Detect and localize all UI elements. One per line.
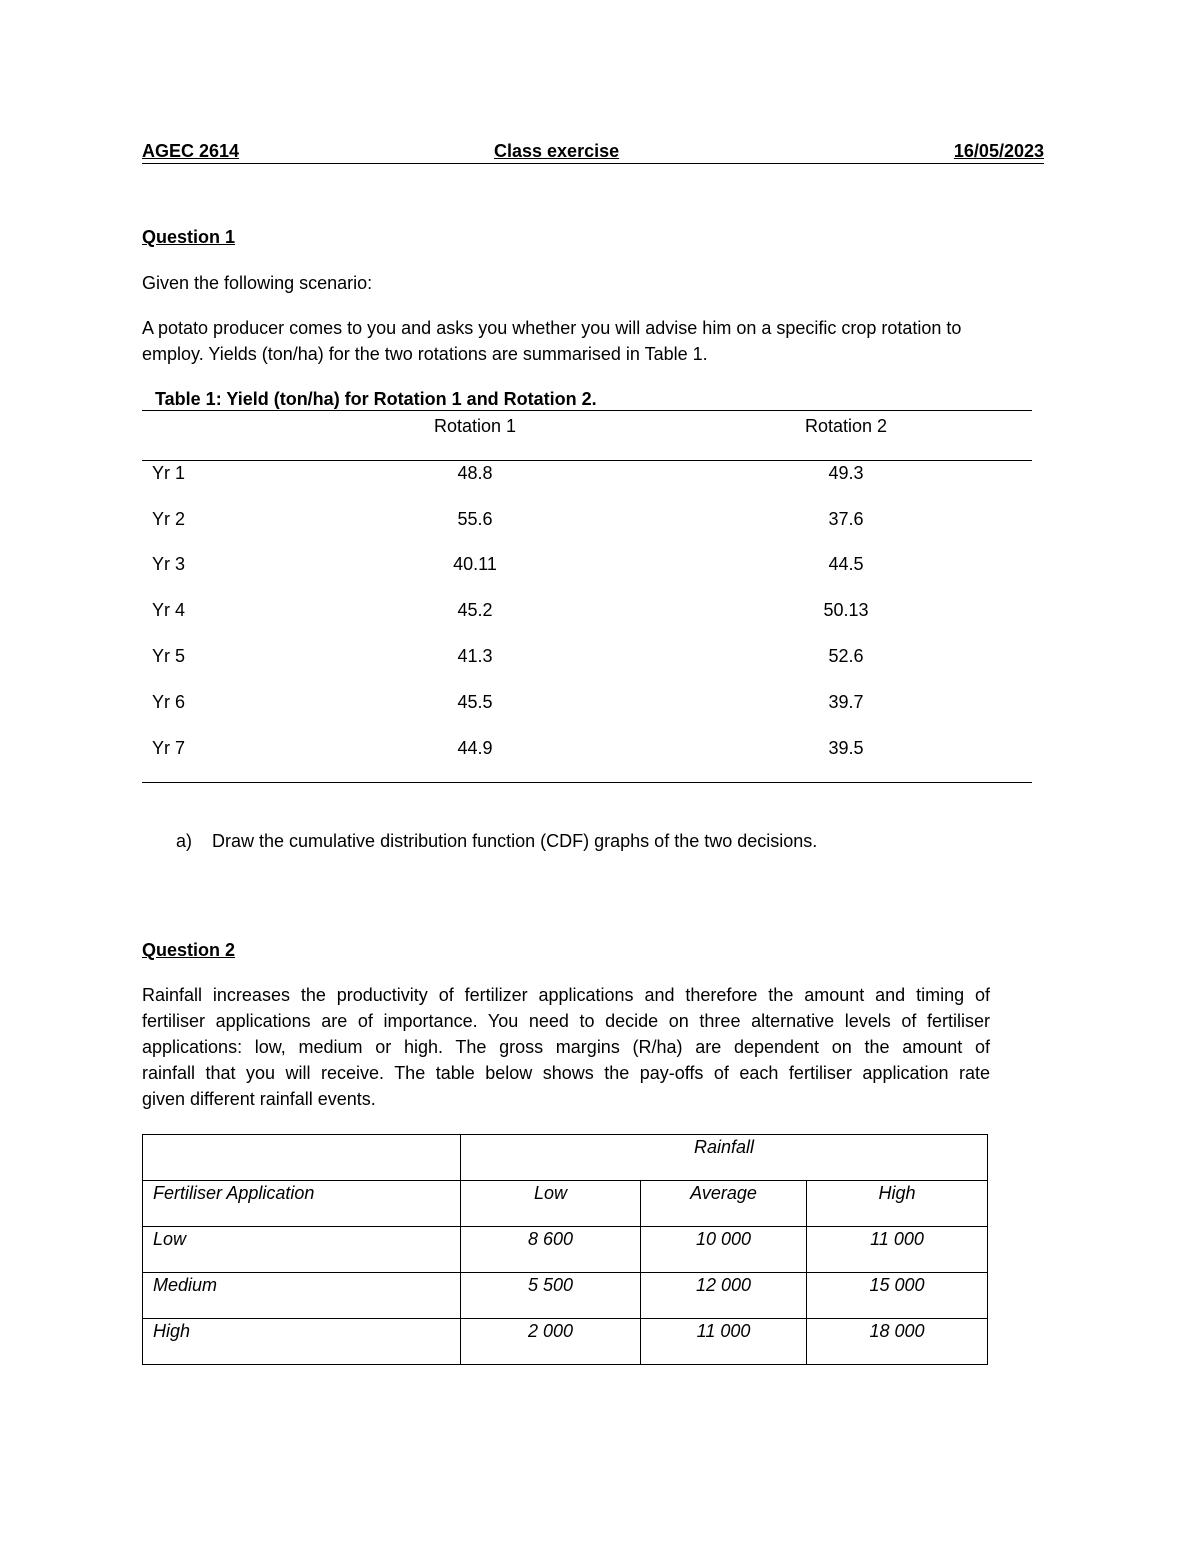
table-1-rotation-2-value: 52.6 [828, 646, 864, 666]
course-code: AGEC 2614 [142, 141, 240, 161]
payoff-value: 11 000 [870, 1229, 924, 1249]
value-cell [461, 1227, 641, 1273]
row-label: High [153, 1321, 191, 1341]
document-title: Class exercise [494, 141, 620, 161]
table-1-year: Yr 3 [152, 554, 186, 574]
question-2-line: Rainfall increases the productivity of fertilizer applications and therefore the amount and timing of [142, 985, 990, 1005]
question-1-scenario-line-2: employ. Yields (ton/ha) for the two rotations are summarised in Table 1. [142, 344, 708, 364]
payoff-value: 11 000 [696, 1321, 751, 1341]
table-row [143, 1227, 988, 1273]
table-1-rotation-1-value: 41.3 [457, 646, 493, 666]
question-2-line: applications: low, medium or high. The gross margins (R/ha) are dependent on the amount of [142, 1037, 990, 1057]
table-1-rotation-2-value: 39.5 [828, 738, 864, 758]
table-1-year: Yr 1 [152, 463, 186, 483]
payoff-value: 18 000 [869, 1321, 925, 1341]
table-1-year: Yr 2 [152, 509, 186, 529]
table-1-year: Yr 4 [152, 600, 186, 620]
row-label: Medium [153, 1275, 218, 1295]
table-1-rotation-2-value: 50.13 [823, 600, 869, 620]
payoff-value: 10 000 [695, 1229, 752, 1249]
value-cell [641, 1319, 807, 1365]
table-1-rotation-2-value: 44.5 [828, 554, 864, 574]
value-cell [641, 1273, 807, 1319]
question-2-line: rainfall that you will receive. The table below shows the pay-offs of each fertiliser application rate [142, 1063, 990, 1083]
row-label-cell [143, 1319, 461, 1365]
table-1-rotation-2-value: 39.7 [828, 692, 864, 712]
table-1-rotation-1-value: 45.5 [457, 692, 493, 712]
table-1-rotation-1-value: 44.9 [457, 738, 493, 758]
table-1-rotation-2-value: 49.3 [828, 463, 864, 483]
column-header-cell [807, 1181, 988, 1227]
value-cell [807, 1227, 988, 1273]
table-row [143, 1135, 988, 1181]
question-1-scenario-line-1: A potato producer comes to you and asks you whether you will advise him on a specific crop rotation to [142, 318, 962, 338]
payoff-value: 8 600 [527, 1229, 574, 1249]
value-cell [461, 1319, 641, 1365]
table-1-rotation-2-value: 37.6 [828, 509, 864, 529]
fertiliser-application-label: Fertiliser Application [153, 1183, 315, 1203]
value-cell [807, 1319, 988, 1365]
payoff-value: 12 000 [695, 1275, 752, 1295]
rainfall-high-label: High [878, 1183, 916, 1203]
rainfall-low-label: Low [533, 1183, 568, 1203]
empty-header-cell [143, 1135, 461, 1181]
table-row [143, 1181, 988, 1227]
row-label-cell [143, 1273, 461, 1319]
rainfall-group-header [461, 1135, 988, 1181]
document-header [142, 141, 1044, 164]
row-label-cell [143, 1227, 461, 1273]
table-row [143, 1319, 988, 1365]
payoff-table [142, 1134, 988, 1365]
table-row [143, 1273, 988, 1319]
table-1-header-rotation-1: Rotation 1 [433, 416, 517, 436]
question-2-paragraph [142, 982, 990, 1112]
payoff-value: 5 500 [527, 1275, 574, 1295]
column-header-cell [461, 1181, 641, 1227]
table-1-header-rotation-2: Rotation 2 [804, 416, 888, 436]
table-1-rotation-1-value: 45.2 [457, 600, 493, 620]
rainfall-average-label: Average [690, 1183, 757, 1203]
question-1-title: Question 1 [142, 227, 236, 247]
document-date: 16/05/2023 [953, 141, 1044, 161]
question-1-part-a-text: Draw the cumulative distribution function (CDF) graphs of the two decisions. [212, 831, 818, 851]
table-1-caption: Table 1: Yield (ton/ha) for Rotation 1 and Rotation 2. [155, 389, 597, 409]
table-1-header-rule [142, 460, 1032, 461]
table-1-rotation-1-value: 55.6 [457, 509, 493, 529]
question-1-intro: Given the following scenario: [142, 273, 373, 293]
row-label: Low [153, 1229, 187, 1249]
payoff-value: 15 000 [869, 1275, 925, 1295]
table-1-rotation-1-value: 48.8 [457, 463, 493, 483]
rainfall-label: Rainfall [693, 1137, 755, 1157]
question-1-part-a-label: a) [176, 831, 193, 851]
question-2-line: given different rainfall events. [142, 1089, 376, 1109]
question-2-title: Question 2 [142, 940, 236, 960]
table-1-top-rule [142, 410, 1032, 411]
payoff-value: 2 000 [527, 1321, 574, 1341]
value-cell [807, 1273, 988, 1319]
table-1-year: Yr 5 [152, 646, 186, 666]
value-cell [461, 1273, 641, 1319]
table-1-bottom-rule [142, 782, 1032, 783]
value-cell [641, 1227, 807, 1273]
table-1-rotation-1-value: 40.11 [453, 554, 497, 574]
row-header-cell [143, 1181, 461, 1227]
column-header-cell [641, 1181, 807, 1227]
table-1-year: Yr 6 [152, 692, 186, 712]
table-1-year: Yr 7 [152, 738, 186, 758]
question-2-line: fertiliser applications are of importance. You need to decide on three alternative levels of fertiliser [142, 1011, 990, 1031]
